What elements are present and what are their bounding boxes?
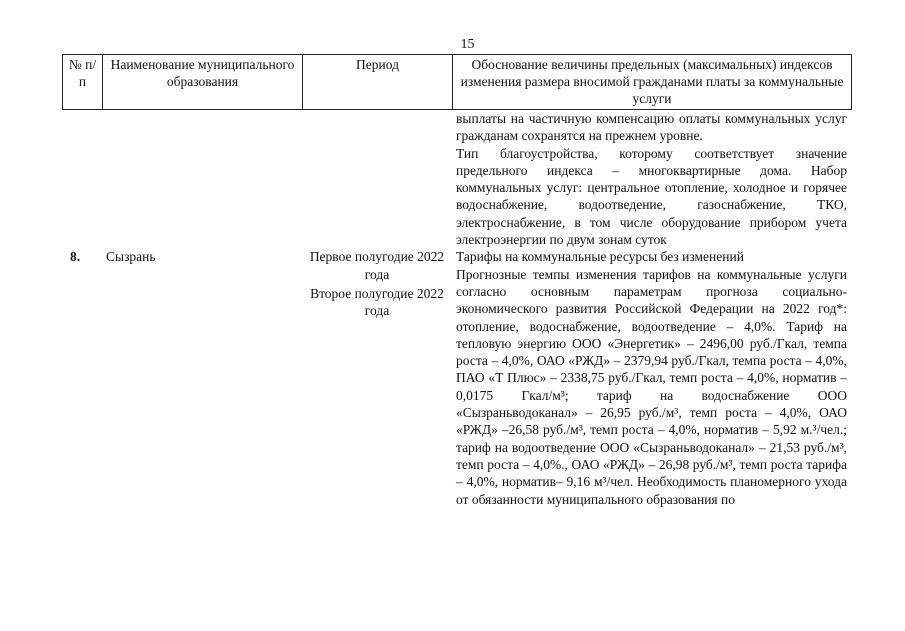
continuation-basis-cell bbox=[452, 110, 851, 248]
basis-cell bbox=[452, 248, 851, 507]
table-row bbox=[62, 248, 851, 507]
table-header bbox=[62, 54, 852, 110]
header-col-period: Период bbox=[303, 55, 453, 110]
basis-second-half: Прогнозные темпы изменения тарифов на коммунальные услуги согласно основным параметрам прогноза социально-экономического развития Российской Федерации на 2022 год*: отопление, водоснабжение, водоотведение – 4,0%. Тариф на тепловую энергию ООО «Энергетик» – 2496,00 руб./Гкал, темпа роста – 4,0%, ОАО «РЖД» – 2379,94 руб./Гкал, темпа роста – 4,0%, ПАО «Т Плюс» – 2338,75 руб./Гкал, темп роста – 4,0%, норматив – 0,0175 Гкал/м³; тариф на водоснабжение ООО «Сызраньводоканал» – 26,95 руб./м³, темп роста – 4,0%, ОАО «РЖД» –26,58 руб./м³, темп роста – 4,0%, норматив – 5,92 м.³/чел.; тариф на водоотведение ООО «Сызраньводоканал» – 21,53 руб./м³, темп роста – 4,0%., ОАО «РЖД» – 26,98 руб./м³, темп роста тарифа – 4,0%, норматив– 9,16 м³/чел. Необходимость планомерного ухода от обязанности муниципального образования по bbox=[456, 266, 847, 507]
table-body bbox=[62, 110, 851, 508]
page-number: 15 bbox=[460, 37, 475, 52]
period-first-half: Первое полугодие 2022 года bbox=[309, 249, 445, 282]
continuation-row bbox=[62, 110, 851, 248]
table-header-row bbox=[63, 55, 852, 110]
municipality-name: Сызрань bbox=[106, 249, 156, 265]
header-col-basis: Обоснование величины предельных (максимальных) индексов изменения размера вносимой гражданами платы за коммунальные услуги bbox=[453, 55, 852, 110]
basis-first-half: Тарифы на коммунальные ресурсы без изменений bbox=[456, 249, 744, 265]
period-second-half: Второе полугодие 2022 года bbox=[310, 285, 444, 319]
row-number: 8. bbox=[70, 249, 81, 265]
continuation-paragraph: выплаты на частичную компенсацию оплаты коммунальных услуг гражданам сохранятся на прежнем уровне. bbox=[456, 111, 847, 144]
header-col-municipality: Наименование муниципального образования bbox=[103, 55, 303, 110]
period-cell bbox=[302, 248, 452, 507]
amenity-type-paragraph: Тип благоустройства, которому соответствует значение предельного индекса – многоквартирные дома. Набор коммунальных услуг: центральное отопление, холодное и горячее водоснабжение, водоотведение, газоснабжение, ТКО, электроснабжение, в том числе оборудование прибором учета электроэнергии по двум зонам суток bbox=[456, 145, 847, 248]
header-col-number: № п/п bbox=[63, 55, 103, 110]
